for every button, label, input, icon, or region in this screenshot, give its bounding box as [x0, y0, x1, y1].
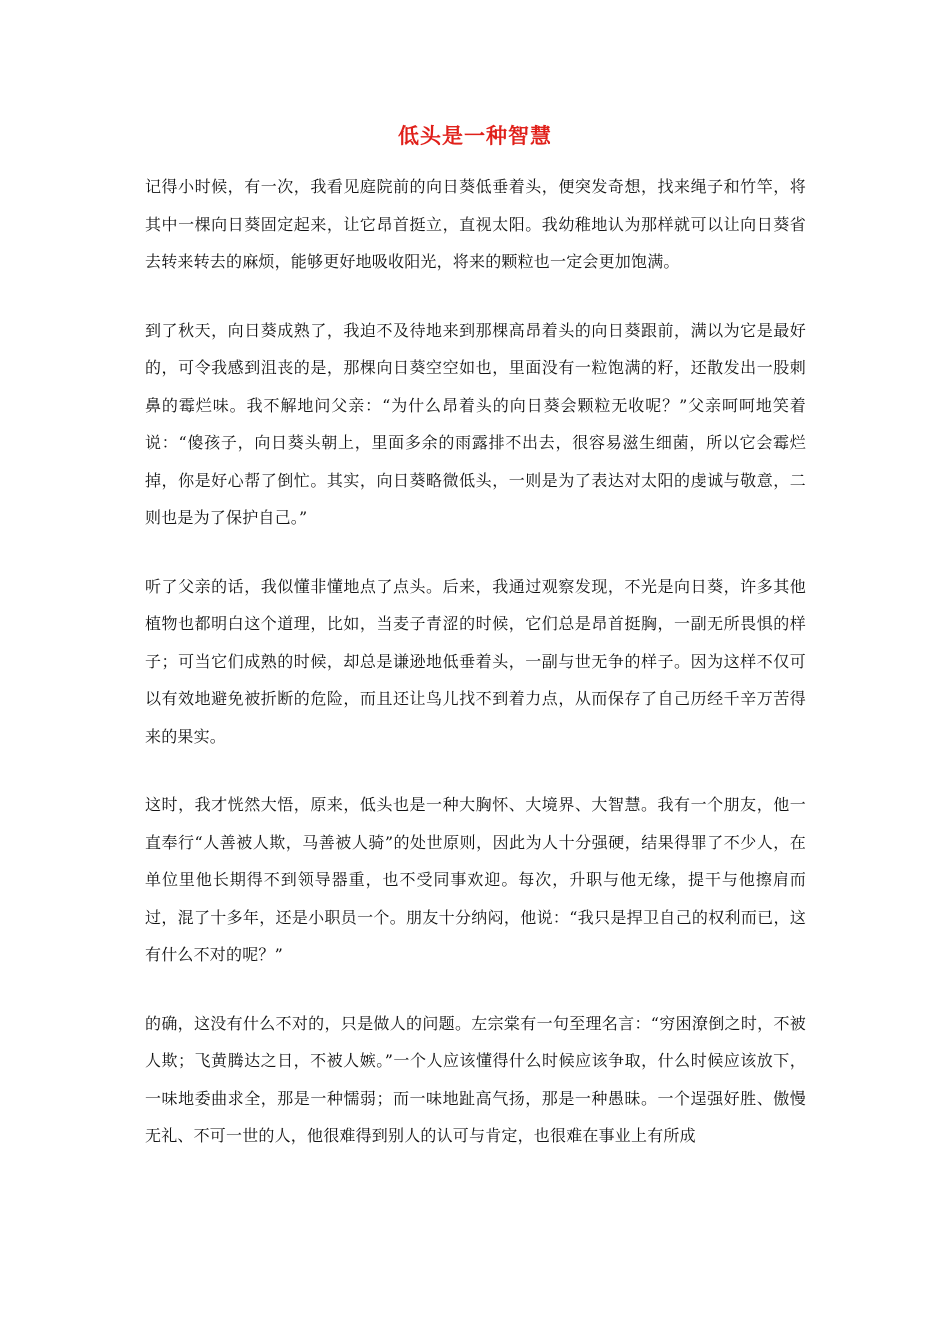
paragraph-2: 到了秋天，向日葵成熟了，我迫不及待地来到那棵高昂着头的向日葵跟前，满以为它是最好的，可令我感到沮丧的是，那棵向日葵空空如也，里面没有一粒饱满的籽，还散发出一股刺鼻的霉烂味。我不解地问父亲：“为什么昂着头的向日葵会颗粒无收呢？”父亲呵呵地笑着说：“傻孩子，向日葵头朝上，里面多余的雨露排不出去，很容易滋生细菌，所以它会霉烂掉，你是好心帮了倒忙。其实，向日葵略微低头，一则是为了表达对太阳的虔诚与敬意，二则也是为了保护自己。” — [145, 320, 806, 527]
paragraph-5: 的确，这没有什么不对的，只是做人的问题。左宗棠有一句至理名言：“穷困潦倒之时，不被人欺；飞黄腾达之日，不被人嫉。”一个人应该懂得什么时候应该争取，什么时候应该放下，一味地委曲求全，那是一种懦弱；而一味地趾高气扬，那是一种愚昧。一个逞强好胜、傲慢无礼、不可一世的人，他很难得到别人的认可与肯定，也很难在事业上有所成 — [145, 1013, 806, 1145]
paragraph-4: 这时，我才恍然大悟，原来，低头也是一种大胸怀、大境界、大智慧。我有一个朋友，他一直奉行“人善被人欺，马善被人骑”的处世原则，因此为人十分强硬，结果得罪了不少人，在单位里他长期得不到领导器重，也不受同事欢迎。每次，升职与他无缘，提干与他擦肩而过，混了十多年，还是小职员一个。朋友十分纳闷，他说：“我只是捍卫自己的权利而已，这有什么不对的呢？” — [145, 795, 806, 964]
article-body — [145, 168, 806, 1186]
paragraph-3: 听了父亲的话，我似懂非懂地点了点头。后来，我通过观察发现，不光是向日葵，许多其他植物也都明白这个道理，比如，当麦子青涩的时候，它们总是昂首挺胸，一副无所畏惧的样子；可当它们成熟的时候，却总是谦逊地低垂着头，一副与世无争的样子。因为这样不仅可以有效地避免被折断的危险，而且还让鸟儿找不到着力点，从而保存了自己历经千辛万苦得来的果实。 — [145, 576, 806, 746]
article-title: 低头是一种智慧 — [398, 123, 552, 148]
paragraph-1: 记得小时候，有一次，我看见庭院前的向日葵低垂着头，便突发奇想，找来绳子和竹竿，将其中一棵向日葵固定起来，让它昂首挺立，直视太阳。我幼稚地认为那样就可以让向日葵省去转来转去的麻烦，能够更好地吸收阳光，将来的颗粒也一定会更加饱满。 — [145, 177, 806, 271]
